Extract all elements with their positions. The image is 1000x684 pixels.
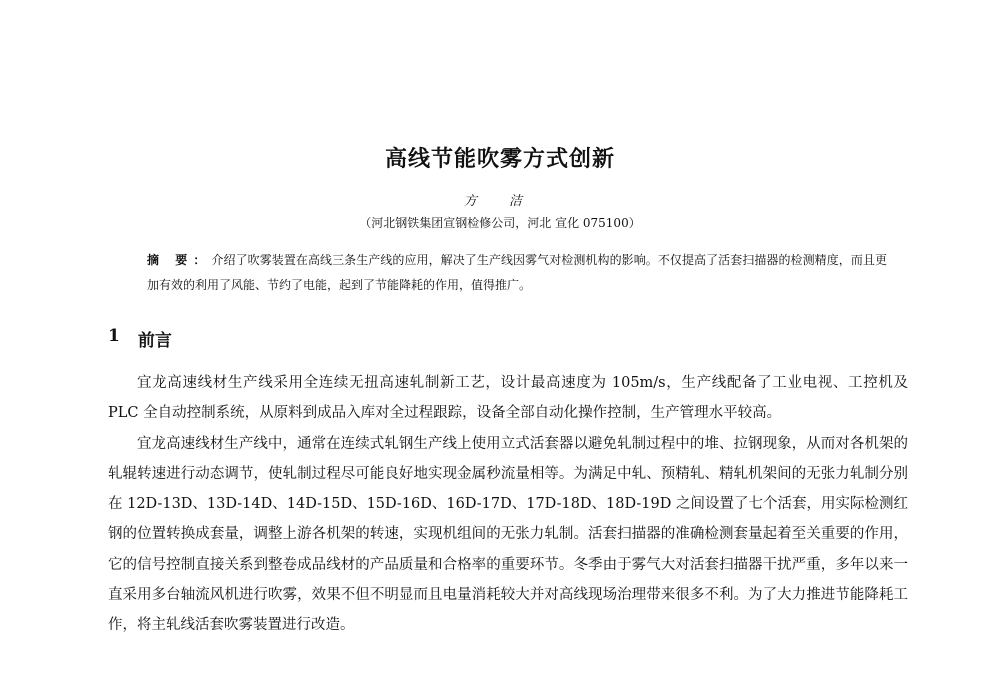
paper-title: 高线节能吹雾方式创新	[384, 147, 615, 172]
abstract-label: 摘 要：	[147, 253, 212, 267]
section-title: 前言	[137, 331, 172, 351]
section-number: 1	[108, 326, 120, 346]
paragraph-1: 宜龙高速线材生产线采用全连续无扭高速轧制新工艺，设计最高速度为 105m/s，生产线配备了工业电视、工控机及 PLC 全自动控制系统，从原料到成品入库对全过程跟踪，设备全部自动化操作控制，生产管理水平较高。	[108, 375, 908, 422]
author-affiliation: （河北钢铁集团宣钢检修公司，河北 宣化 075100）	[359, 216, 641, 230]
author-name: 方 洁	[463, 194, 537, 209]
abstract	[147, 248, 887, 298]
section-heading	[108, 326, 172, 351]
abstract-text: 介绍了吹雾装置在高线三条生产线的应用，解决了生产线因雾气对检测机构的影响。不仅提高了活套扫描器的检测精度，而且更加有效的利用了风能、节约了电能，起到了节能降耗的作用，值得推广。	[147, 253, 887, 292]
paragraph-2: 宜龙高速线材生产线中，通常在连续式轧钢生产线上使用立式活套器以避免轧制过程中的堆、拉钢现象，从而对各机架的轧辊转速进行动态调节，使轧制过程尽可能良好地实现金属秒流量相等。为满足中轧、预精轧、精轧机架间的无张力轧制分别在 12D-13D、13D-14D、14D-15D、15D-16D、16D-17D、17D-18D、18D-19D 之间设置了七个活套，用实际检测红钢的位置转换成套量，调整上游各机架的转速，实现机组间的无张力轧制。活套扫描器的准确检测套量起着至关重要的作用，它的信号控制直接关系到整卷成品线材的产品质量和合格率的重要环节。冬季由于雾气大对活套扫描器干扰严重，多年以来一直采用多台轴流风机进行吹雾，效果不但不明显而且电量消耗较大并对高线现场治理带来很多不利。为了大力推进节能降耗工作，将主轧线活套吹雾装置进行改造。	[108, 435, 908, 634]
body-text	[108, 368, 908, 641]
